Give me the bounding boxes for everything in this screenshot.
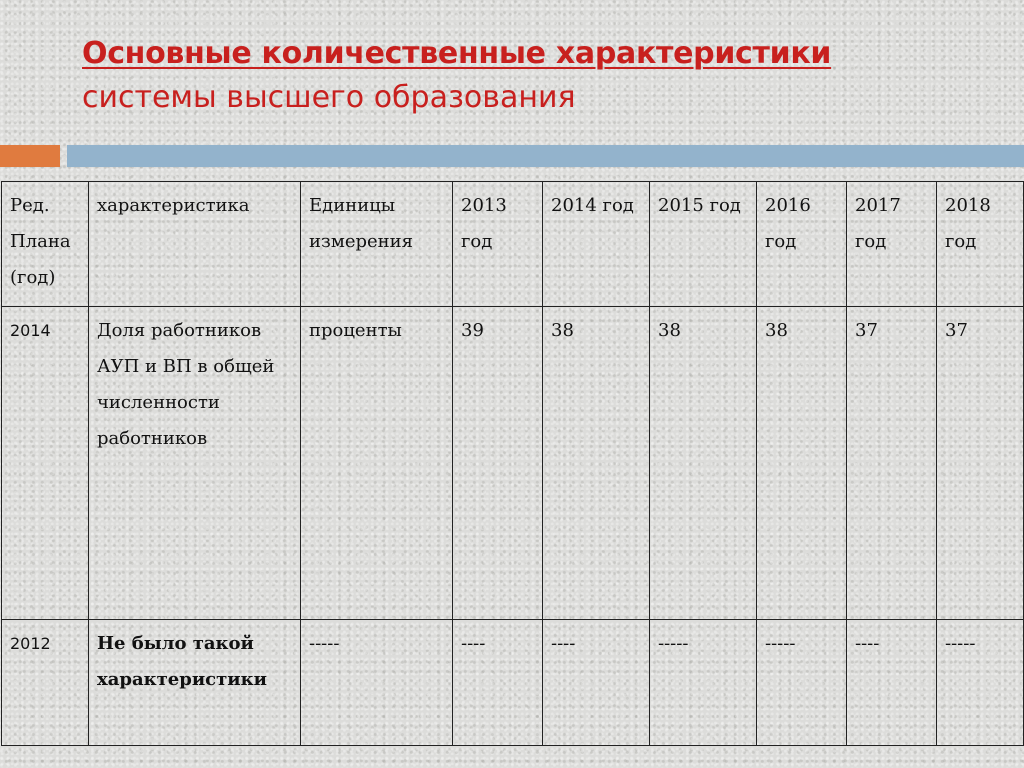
table-cell: -----	[937, 620, 1024, 746]
table-cell: 38	[650, 307, 757, 620]
title-line-1: Основные количественные характеристики	[82, 36, 832, 71]
table-cell: ----	[543, 620, 650, 746]
accent-bar-orange	[0, 145, 60, 167]
header-cell-2015: 2015 год	[650, 182, 757, 307]
table-cell: 37	[937, 307, 1024, 620]
table-cell: 37	[847, 307, 937, 620]
header-cell-2014: 2014 год	[543, 182, 650, 307]
header-cell-2018: 2018 год	[937, 182, 1024, 307]
table-row	[2, 620, 1024, 746]
table-cell: ----	[847, 620, 937, 746]
header-cell-2017: 2017 год	[847, 182, 937, 307]
slide-title	[82, 32, 1002, 120]
data-table-container	[0, 181, 1024, 746]
header-cell-characteristic: характеристика	[89, 182, 301, 307]
accent-bar-blue	[67, 145, 1024, 167]
table-cell: Доля работников АУП и ВП в общей численности работников	[89, 307, 301, 620]
table-cell: 38	[757, 307, 847, 620]
table-cell: 39	[453, 307, 543, 620]
header-cell-2013: 2013 год	[453, 182, 543, 307]
table-cell: -----	[650, 620, 757, 746]
header-cell-units: Единицы измерения	[301, 182, 453, 307]
table-header-row	[2, 182, 1024, 307]
header-cell-plan-year: Ред. Плана (год)	[2, 182, 89, 307]
table-cell: -----	[757, 620, 847, 746]
table-cell: проценты	[301, 307, 453, 620]
table-cell: 2014	[2, 307, 89, 620]
table-cell: 38	[543, 307, 650, 620]
table-row	[2, 307, 1024, 620]
title-line-2: системы высшего образования	[82, 80, 576, 115]
header-cell-2016: 2016 год	[757, 182, 847, 307]
table-cell: ----	[453, 620, 543, 746]
table-cell: 2012	[2, 620, 89, 746]
table-cell: Не было такой характеристики	[89, 620, 301, 746]
table-cell: -----	[301, 620, 453, 746]
characteristics-table	[1, 181, 1024, 746]
